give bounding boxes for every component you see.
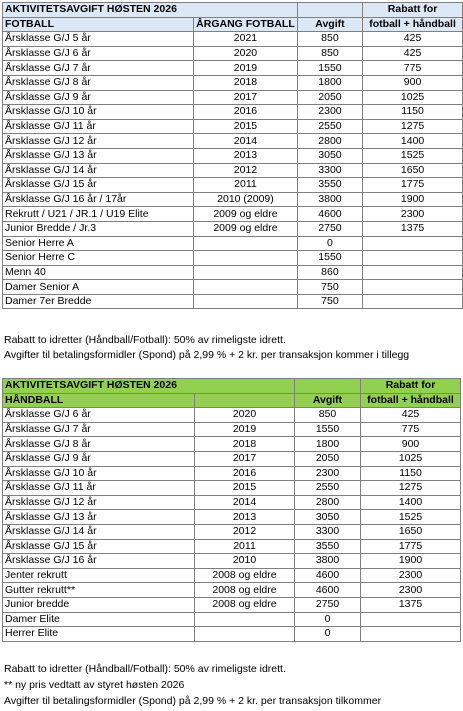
row-discount: 1650 (361, 524, 461, 539)
row-discount: 1775 (361, 539, 461, 554)
row-fee: 1550 (295, 422, 361, 437)
row-label: Årsklasse G/J 10 år (3, 105, 194, 120)
row-discount: 900 (363, 75, 463, 90)
table-row (3, 46, 463, 61)
row-label: Årsklasse G/J 9 år (3, 90, 194, 105)
row-discount: 1025 (363, 90, 463, 105)
row-discount: 775 (361, 422, 461, 437)
row-label: Årsklasse G/J 12 år (3, 134, 194, 149)
row-label: Årsklasse G/J 5 år (3, 32, 194, 47)
row-fee: 2800 (297, 134, 362, 149)
row-year: 2015 (195, 481, 295, 496)
handball-heading: HÅNDBALL (3, 393, 195, 408)
row-year: 2017 (194, 90, 298, 105)
row-label: Årsklasse G/J 8 år (3, 437, 195, 452)
row-label: Årsklasse G/J 16 år (3, 554, 195, 569)
row-discount: 1775 (363, 178, 463, 193)
row-discount (363, 251, 463, 266)
row-year: 2019 (195, 422, 295, 437)
row-year: 2011 (194, 178, 298, 193)
table-row (3, 583, 461, 598)
table-row (3, 75, 463, 90)
table-row (3, 510, 461, 525)
row-fee: 3300 (295, 524, 361, 539)
table-row (3, 481, 461, 496)
table-row (3, 451, 461, 466)
row-discount: 425 (363, 46, 463, 61)
row-discount: 775 (363, 61, 463, 76)
row-label: Junior Bredde / Jr.3 (3, 221, 194, 236)
handball-discount-header-2: fotball + håndball (361, 393, 461, 408)
row-fee: 1550 (297, 61, 362, 76)
row-year: 2020 (195, 408, 295, 423)
row-year: 2021 (194, 32, 298, 47)
row-discount: 1400 (363, 134, 463, 149)
table-row (3, 612, 461, 627)
fotball-note-fees: Avgifter til betalingsformidler (Spond) på 2,99 % + 2 kr. per transaksjon kommer i tillegg (4, 349, 410, 361)
row-fee: 3300 (297, 163, 362, 178)
fotball-header-row (3, 17, 463, 32)
row-year: 2009 og eldre (194, 221, 298, 236)
table-row (3, 524, 461, 539)
row-label: Jenter rekrutt (3, 568, 195, 583)
row-label: Årsklasse G/J 7 år (3, 422, 195, 437)
row-fee: 4600 (297, 207, 362, 222)
handball-table (2, 378, 461, 642)
row-year: 2010 (195, 554, 295, 569)
row-fee: 2750 (295, 597, 361, 612)
row-year (194, 236, 298, 251)
row-discount: 425 (363, 32, 463, 47)
table-row (3, 568, 461, 583)
row-discount (363, 236, 463, 251)
table-row (3, 32, 463, 47)
row-label: Årsklasse G/J 13 år (3, 510, 195, 525)
handball-fee-header: Avgift (295, 393, 361, 408)
row-discount: 900 (361, 437, 461, 452)
row-discount: 1150 (361, 466, 461, 481)
fotball-heading: FOTBALL (3, 17, 194, 32)
fotball-table (2, 2, 463, 309)
table-row (3, 466, 461, 481)
row-discount: 1525 (363, 148, 463, 163)
row-fee: 860 (297, 265, 362, 280)
table-row (3, 597, 461, 612)
row-fee: 2550 (295, 481, 361, 496)
table-row (3, 178, 463, 193)
row-fee: 2800 (295, 495, 361, 510)
row-fee: 0 (295, 627, 361, 642)
fotball-discount-header-1: Rabatt for (363, 3, 463, 18)
row-fee: 2050 (295, 451, 361, 466)
row-discount: 1275 (363, 119, 463, 134)
row-discount: 425 (361, 408, 461, 423)
row-discount: 2300 (361, 568, 461, 583)
row-label: Damer Senior A (3, 280, 194, 295)
row-year: 2015 (194, 119, 298, 134)
row-year: 2017 (195, 451, 295, 466)
row-discount: 2300 (361, 583, 461, 598)
row-label: Årsklasse G/J 12 år (3, 495, 195, 510)
row-label: Årsklasse G/J 11 år (3, 119, 194, 134)
row-year (194, 265, 298, 280)
row-label: Junior bredde (3, 597, 195, 612)
row-fee: 1800 (295, 437, 361, 452)
row-year: 2012 (194, 163, 298, 178)
row-label: Årsklasse G/J 14 år (3, 524, 195, 539)
row-fee: 3550 (295, 539, 361, 554)
row-label: Årsklasse G/J 6 år (3, 408, 195, 423)
row-discount: 1375 (361, 597, 461, 612)
row-year (194, 280, 298, 295)
row-year: 2018 (194, 75, 298, 90)
row-fee: 2300 (297, 105, 362, 120)
row-year (194, 294, 298, 309)
row-label: Årsklasse G/J 14 år (3, 163, 194, 178)
row-fee: 0 (297, 236, 362, 251)
row-fee: 750 (297, 294, 362, 309)
row-year: 2014 (194, 134, 298, 149)
table-row (3, 192, 463, 207)
row-fee: 850 (297, 46, 362, 61)
row-label: Herrer Elite (3, 627, 195, 642)
row-fee: 4600 (295, 583, 361, 598)
handball-note-new-price: ** ny pris vedtatt av styret høsten 2026 (4, 679, 185, 691)
row-label: Årsklasse G/J 15 år (3, 539, 195, 554)
row-fee: 0 (295, 612, 361, 627)
row-discount: 1150 (363, 105, 463, 120)
row-label: Årsklasse G/J 9 år (3, 451, 195, 466)
table-row (3, 422, 461, 437)
table-row (3, 437, 461, 452)
fotball-year-header: ÅRGANG FOTBALL (194, 17, 298, 32)
handball-header-row (3, 393, 461, 408)
row-discount: 1400 (361, 495, 461, 510)
table-row (3, 539, 461, 554)
row-discount (363, 280, 463, 295)
row-year: 2016 (195, 466, 295, 481)
row-label: Menn 40 (3, 265, 194, 280)
row-fee: 3800 (297, 192, 362, 207)
row-discount (363, 294, 463, 309)
table-row (3, 265, 463, 280)
row-year: 2011 (195, 539, 295, 554)
row-fee: 750 (297, 280, 362, 295)
handball-note-discount: Rabatt to idretter (Håndball/Fotball): 50% av rimeligste idrett. (4, 663, 286, 675)
row-year (195, 627, 295, 642)
fotball-fee-header: Avgift (297, 17, 362, 32)
row-label: Damer 7er Bredde (3, 294, 194, 309)
row-year: 2019 (194, 61, 298, 76)
handball-note-fees: Avgifter til betalingsformidler (Spond) på 2,99 % + 2 kr. per transaksjon tilkommer (4, 695, 382, 707)
row-label: Senior Herre A (3, 236, 194, 251)
row-label: Årsklasse G/J 7 år (3, 61, 194, 76)
row-fee: 2550 (297, 119, 362, 134)
row-fee: 2300 (295, 466, 361, 481)
row-label: Årsklasse G/J 8 år (3, 75, 194, 90)
row-discount: 1525 (361, 510, 461, 525)
table-row (3, 408, 461, 423)
row-discount (361, 612, 461, 627)
row-year: 2013 (195, 510, 295, 525)
handball-discount-header-1: Rabatt for (361, 379, 461, 394)
row-discount: 1275 (361, 481, 461, 496)
fotball-title: AKTIVITETSAVGIFT HØSTEN 2026 (3, 3, 298, 18)
row-year: 2008 og eldre (195, 583, 295, 598)
row-year: 2018 (195, 437, 295, 452)
table-row (3, 61, 463, 76)
row-discount: 1650 (363, 163, 463, 178)
row-fee: 850 (295, 408, 361, 423)
table-row (3, 90, 463, 105)
row-year: 2014 (195, 495, 295, 510)
row-year: 2013 (194, 148, 298, 163)
row-year: 2016 (194, 105, 298, 120)
row-discount: 1025 (361, 451, 461, 466)
row-fee: 1800 (297, 75, 362, 90)
row-year (195, 612, 295, 627)
table-row (3, 163, 463, 178)
fotball-title-row (3, 3, 463, 18)
row-label: Damer Elite (3, 612, 195, 627)
table-row (3, 280, 463, 295)
table-row (3, 554, 461, 569)
row-discount: 1900 (361, 554, 461, 569)
row-year: 2009 og eldre (194, 207, 298, 222)
row-year: 2020 (194, 46, 298, 61)
row-fee: 4600 (295, 568, 361, 583)
row-year (194, 251, 298, 266)
handball-title: AKTIVITETSAVGIFT HØSTEN 2026 (3, 379, 295, 394)
table-row (3, 627, 461, 642)
row-fee: 2050 (297, 90, 362, 105)
row-discount: 1375 (363, 221, 463, 236)
row-fee: 3550 (297, 178, 362, 193)
row-year: 2008 og eldre (195, 568, 295, 583)
row-discount: 1900 (363, 192, 463, 207)
row-label: Årsklasse G/J 10 år (3, 466, 195, 481)
row-fee: 2750 (297, 221, 362, 236)
row-fee: 3800 (295, 554, 361, 569)
row-year: 2008 og eldre (195, 597, 295, 612)
row-year: 2012 (195, 524, 295, 539)
row-label: Årsklasse G/J 15 år (3, 178, 194, 193)
row-label: Rekrutt / U21 / JR.1 / U19 Elite (3, 207, 194, 222)
row-fee: 850 (297, 32, 362, 47)
row-fee: 3050 (297, 148, 362, 163)
table-row (3, 236, 463, 251)
fotball-note-discount: Rabatt to idretter (Håndball/Fotball): 50% av rimeligste idrett. (4, 334, 286, 346)
fotball-discount-header-2: fotball + håndball (363, 17, 463, 32)
row-discount (361, 627, 461, 642)
row-discount: 2300 (363, 207, 463, 222)
table-row (3, 221, 463, 236)
table-row (3, 105, 463, 120)
handball-title-row (3, 379, 461, 394)
table-row (3, 294, 463, 309)
table-row (3, 495, 461, 510)
table-row (3, 119, 463, 134)
row-fee: 1550 (297, 251, 362, 266)
table-row (3, 134, 463, 149)
row-label: Årsklasse G/J 6 år (3, 46, 194, 61)
row-label: Årsklasse G/J 11 år (3, 481, 195, 496)
table-row (3, 251, 463, 266)
row-label: Årsklasse G/J 16 år / 17år (3, 192, 194, 207)
table-row (3, 148, 463, 163)
table-row (3, 207, 463, 222)
row-label: Senior Herre C (3, 251, 194, 266)
row-year: 2010 (2009) (194, 192, 298, 207)
row-fee: 3050 (295, 510, 361, 525)
row-label: Gutter rekrutt** (3, 583, 195, 598)
row-label: Årsklasse G/J 13 år (3, 148, 194, 163)
row-discount (363, 265, 463, 280)
